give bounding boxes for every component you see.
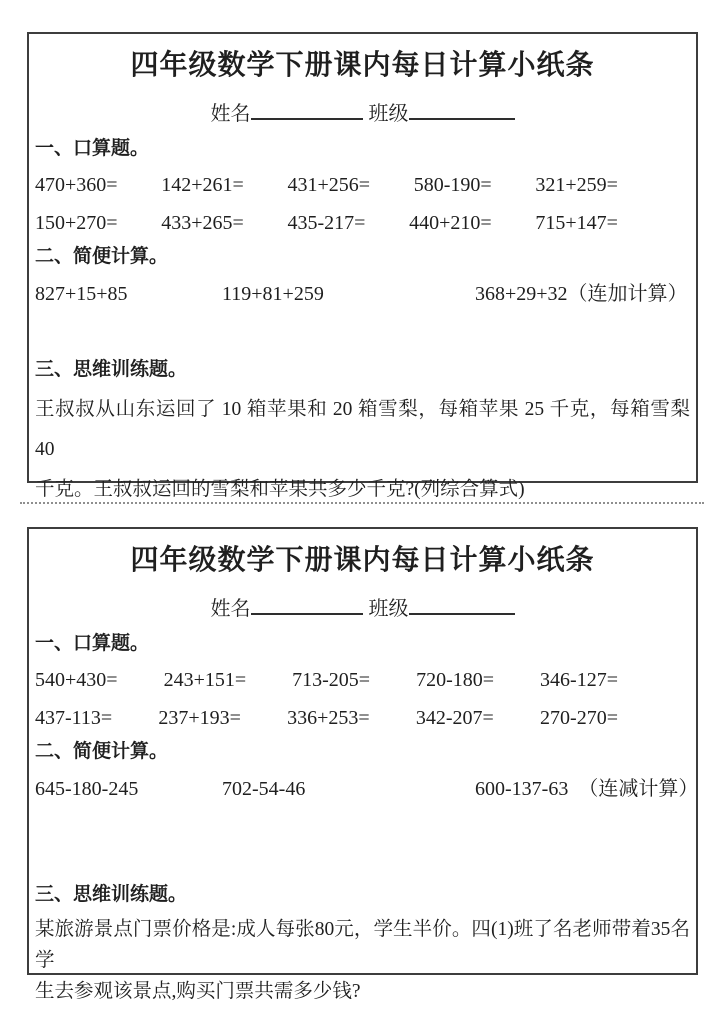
oral-problem: 580-190= <box>413 173 492 196</box>
oral-problem: 440+210= <box>409 211 492 234</box>
oral-problem: 715+147= <box>535 211 618 234</box>
simplify-row <box>35 777 699 801</box>
oral-problem: 437-113= <box>35 706 113 729</box>
name-label: 姓名 <box>210 103 251 125</box>
simplify-row <box>35 282 690 306</box>
thinking-section-heading: 三、思维训练题。 <box>35 359 188 381</box>
name-class-line <box>35 98 690 127</box>
oral-problem: 237+193= <box>158 706 241 729</box>
oral-row <box>35 668 618 692</box>
oral-row <box>35 173 618 197</box>
oral-problem: 470+360= <box>35 173 118 196</box>
oral-row <box>35 211 618 235</box>
name-label: 姓名 <box>210 598 251 620</box>
word-problem-line: 千克。王叔叔运回的雪梨和苹果共多少千克?(列综合算式) <box>35 478 525 500</box>
oral-problem: 142+261= <box>161 173 244 196</box>
oral-problem: 435-217= <box>287 211 366 234</box>
class-label: 班级 <box>368 103 409 125</box>
oral-problem: 346-127= <box>540 668 618 691</box>
worksheet-title: 四年级数学下册课内每日计算小纸条 <box>130 50 595 81</box>
word-problem <box>35 390 690 510</box>
worksheet-title: 四年级数学下册课内每日计算小纸条 <box>130 545 595 576</box>
simplify-problem: 645-180-245 <box>35 778 139 801</box>
oral-problem: 321+259= <box>535 173 618 196</box>
worksheet-card <box>27 527 699 1002</box>
oral-problem: 336+253= <box>287 706 370 729</box>
thinking-section-heading: 三、思维训练题。 <box>35 884 188 906</box>
word-problem-line: 某旅游景点门票价格是:成人每张80元，学生半价。四(1)班了名老师带着35名学 <box>35 918 690 971</box>
cut-separator-line <box>20 502 704 504</box>
oral-section-heading: 一、口算题。 <box>35 138 150 159</box>
simplify-section-heading: 二、简便计算。 <box>35 245 169 267</box>
class-blank-line <box>409 593 515 615</box>
name-blank-line <box>251 593 363 615</box>
oral-problem: 342-207= <box>415 706 494 729</box>
oral-problem: 433+265= <box>161 211 244 234</box>
worksheet-card <box>27 32 698 500</box>
word-problem-line: 生去参观该景点,购买门票共需多少钱? <box>35 980 361 1002</box>
oral-problem: 150+270= <box>35 211 118 234</box>
oral-problem: 540+430= <box>35 668 118 691</box>
oral-problem: 270-270= <box>540 706 618 729</box>
oral-section-heading: 一、口算题。 <box>35 633 150 654</box>
oral-problem: 431+256= <box>287 173 371 196</box>
word-problem-line: 王叔叔从山东运回了 10 箱苹果和 20 箱雪梨，每箱苹果 25 千克，每箱雪梨 40 <box>35 398 690 460</box>
simplify-problem: 119+81+259 <box>222 283 324 306</box>
simplify-problem: 600-137-63 （连减计算） <box>475 778 699 801</box>
class-label: 班级 <box>368 598 409 620</box>
word-problem <box>35 915 690 1007</box>
oral-row <box>35 706 618 730</box>
simplify-problem: 702-54-46 <box>222 778 306 801</box>
class-blank-line <box>409 98 515 120</box>
name-class-line <box>35 593 690 622</box>
oral-problem: 713-205= <box>292 668 371 691</box>
name-blank-line <box>251 98 363 120</box>
simplify-problem: 368+29+32（连加计算） <box>475 283 688 306</box>
simplify-problem: 827+15+85 <box>35 283 128 306</box>
oral-problem: 243+151= <box>163 668 247 691</box>
oral-problem: 720-180= <box>416 668 495 691</box>
simplify-section-heading: 二、简便计算。 <box>35 740 169 762</box>
